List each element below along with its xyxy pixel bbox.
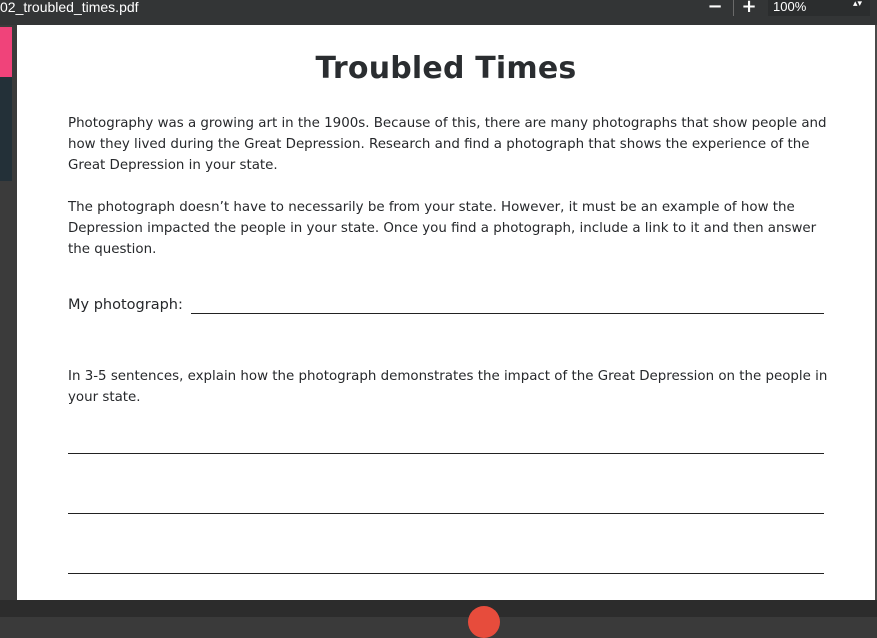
bottom-bar [0,600,877,617]
file-name: 02_troubled_times.pdf [0,0,139,15]
floating-action-button[interactable] [468,606,500,638]
rail-accent [0,27,12,77]
answer-line-1[interactable] [68,453,824,454]
intro-paragraph: Photography was a growing art in the 1900s. Because of this, there are many photographs that show people and how they lived during the Great Depression. Research and find a photograph that shows the experience of the Great Depression in your state. [68,116,827,173]
pdf-toolbar [0,0,877,25]
answer-line-3[interactable] [68,573,824,574]
answer-line-2[interactable] [68,513,824,514]
plus-icon: + [741,0,757,17]
zoom-in-button[interactable] [738,0,760,16]
zoom-select[interactable] [768,0,870,16]
select-arrows-icon: ▴▾ [852,0,862,8]
zoom-out-button[interactable] [704,0,726,16]
zoom-value: 100% [773,0,807,14]
pdf-page [17,25,875,600]
instructions-paragraph: The photograph doesn’t have to necessarily be from your state. However, it must be an example of how the Depression impacted the people in your state. Once you find a photograph, include a link to it and then answer the question. [68,200,817,257]
rail-panel [0,77,12,181]
minus-icon: − [707,0,723,17]
photo-label: My photograph: [68,297,183,313]
page-title: Troubled Times [315,51,577,86]
photo-link-field[interactable] [191,313,824,314]
left-rail [0,25,17,600]
question-paragraph: In 3-5 sentences, explain how the photograph demonstrates the impact of the Great Depression on the people in your state. [68,369,828,405]
toolbar-divider [733,0,734,16]
